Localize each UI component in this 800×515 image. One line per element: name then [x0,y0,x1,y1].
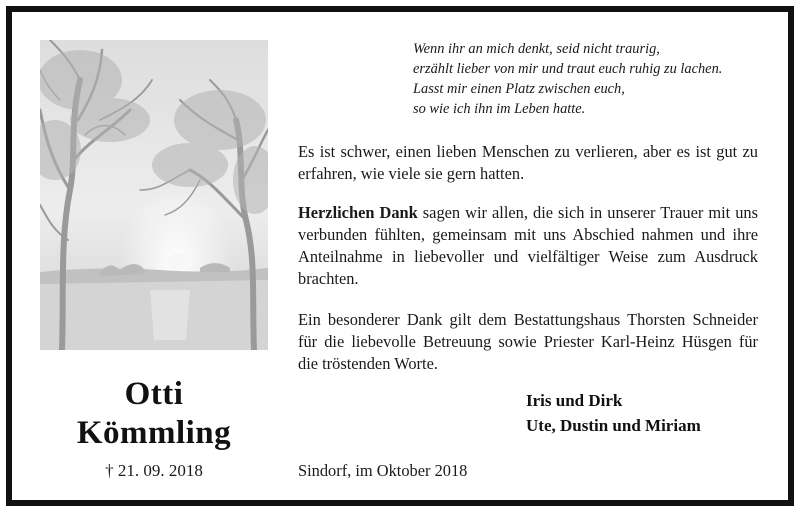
memorial-photo [40,40,268,350]
poem-line: erzählt lieber von mir und traut euch ruhig zu lachen. [413,61,723,77]
place-date: Sindorf, im Oktober 2018 [298,461,468,480]
poem-line: so wie ich ihn im Leben hatte. [413,101,586,117]
paragraph-special-thanks: Ein besonderer Dank gilt dem Bestattungshaus Thorsten Schneider für die liebevolle Betreuung sowie Priester Karl-Heinz Hüsgen für die tröstenden Worte. [298,310,758,373]
paragraph-intro: Es ist schwer, einen lieben Menschen zu verlieren, aber es ist gut zu erfahren, wie viele sie gern hatten. [298,142,758,183]
signature-line-2: Ute, Dustin und Miriam [526,416,701,435]
death-date: † 21. 09. 2018 [105,461,203,480]
poem [413,39,773,119]
poem-line: Lasst mir einen Platz zwischen euch, [413,81,625,97]
thanks-text: sagen wir allen, die sich in unserer Trauer mit uns verbunden fühlten, gemeinsam mit uns Abschied nahmen und ihre Anteilnahme in liebevoller und vielfältiger Weise zum Ausdruck brachten. [298,203,759,288]
last-name: Kömmling [76,415,232,451]
first-name: Otti [124,376,184,412]
landscape-image [40,40,268,350]
notice-frame [6,6,794,506]
paragraph-thanks [298,202,758,290]
poem-line: Wenn ihr an mich denkt, seid nicht traurig, [413,41,660,57]
thanks-heading: Herzlichen Dank [298,203,418,222]
signature-line-1: Iris und Dirk [526,391,623,410]
